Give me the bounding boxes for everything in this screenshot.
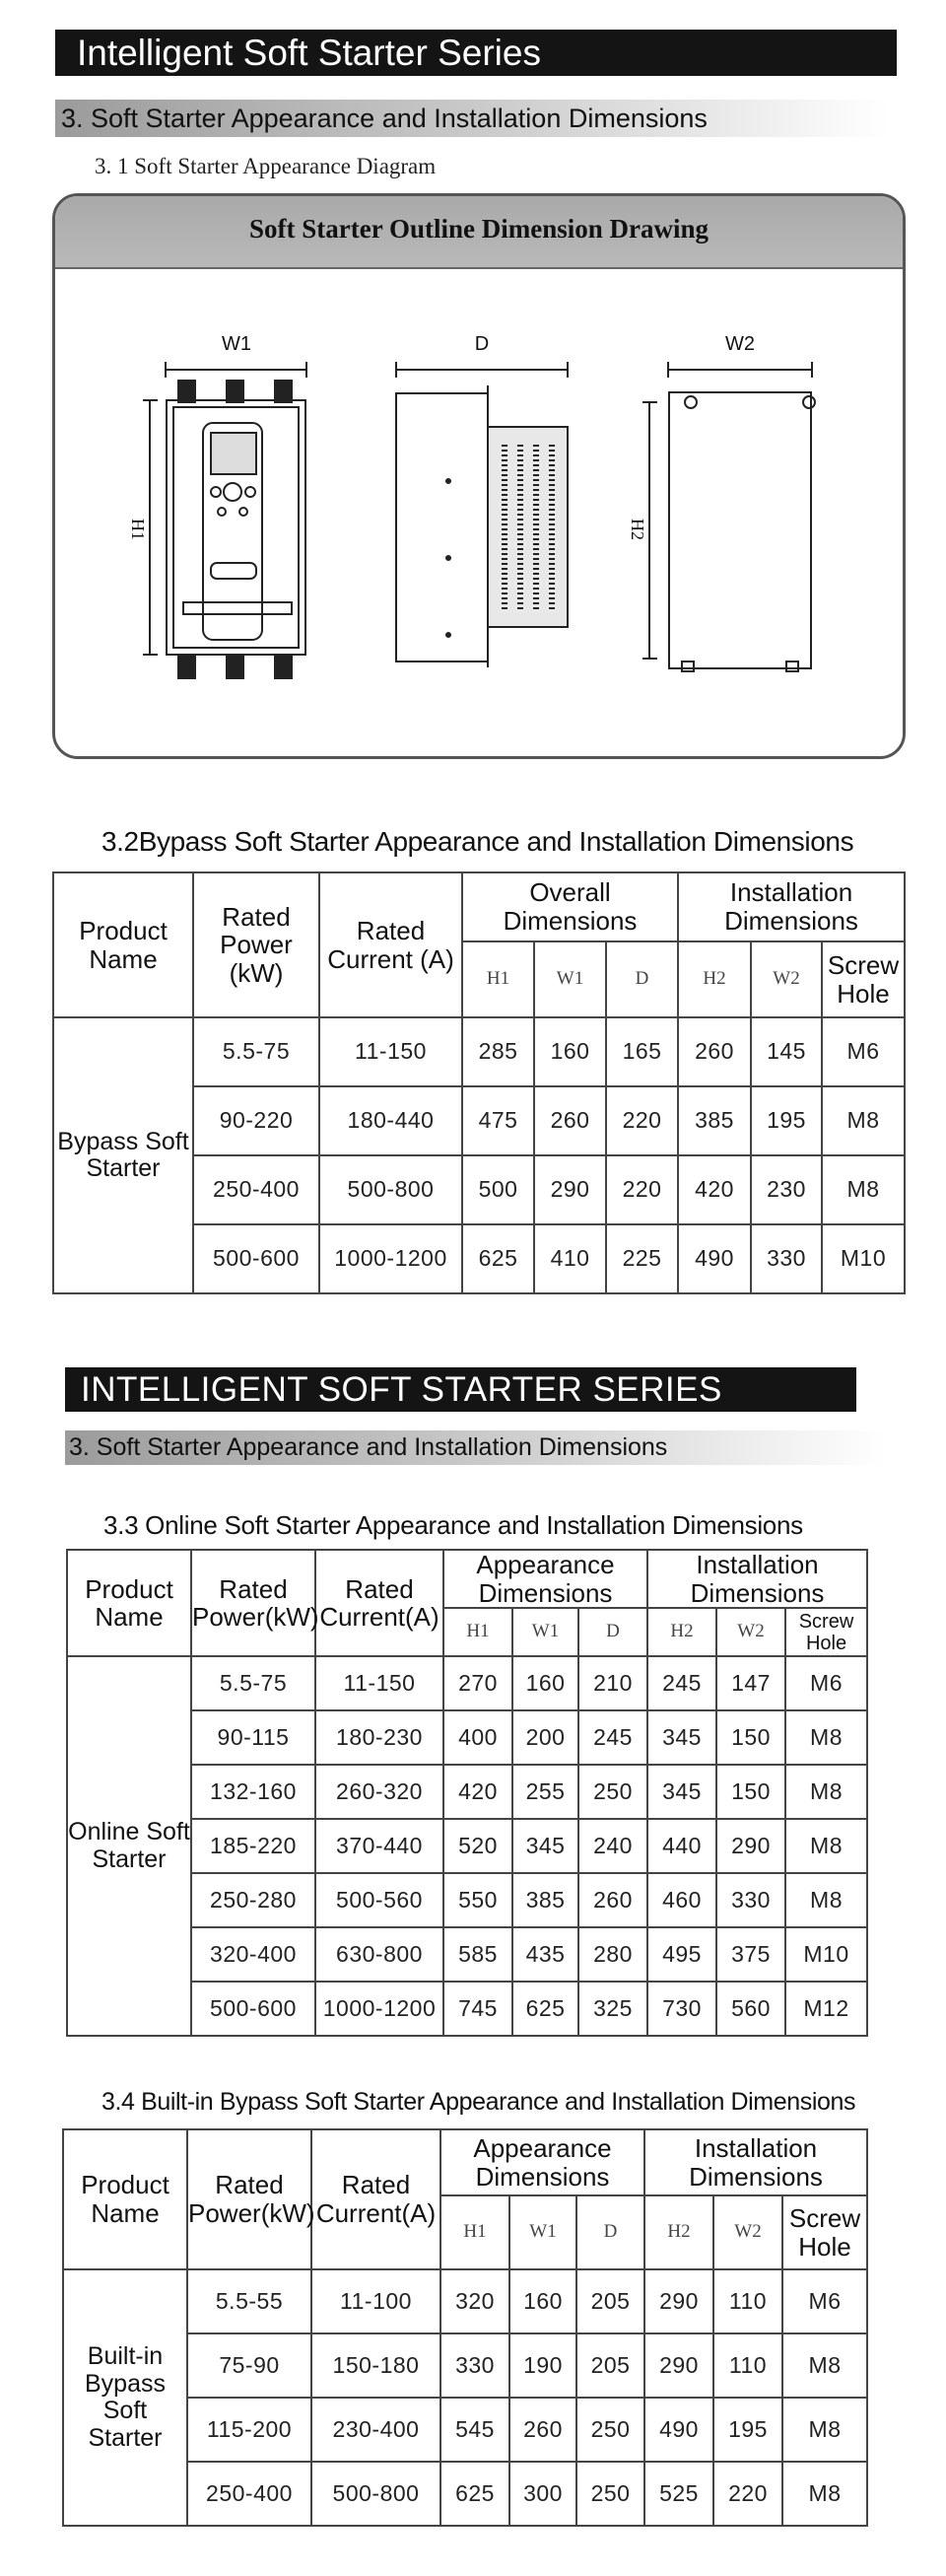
group-appearance-dimensions: Appearance Dimensions bbox=[443, 1550, 647, 1608]
col-rated-current: Rated Current (A) bbox=[319, 872, 462, 1017]
table-cell: 250 bbox=[576, 2398, 644, 2462]
col-rated-power: Rated Power(kW) bbox=[191, 1550, 315, 1656]
table-cell: 225 bbox=[606, 1224, 678, 1293]
online-dimension-table bbox=[66, 1549, 868, 2037]
table-cell: 11-150 bbox=[315, 1656, 443, 1710]
table-cell: M8 bbox=[785, 1710, 867, 1765]
col-screw-hole: Screw Hole bbox=[785, 1608, 867, 1656]
table-cell: M10 bbox=[822, 1224, 905, 1293]
table-cell: 500-600 bbox=[191, 1982, 315, 2036]
table-cell: 490 bbox=[644, 2398, 713, 2462]
bypass-table-title: 3.2Bypass Soft Starter Appearance and Installation Dimensions bbox=[101, 826, 854, 857]
table-cell: M8 bbox=[785, 1765, 867, 1819]
table-cell: 330 bbox=[716, 1873, 785, 1927]
series-banner bbox=[55, 30, 897, 76]
table-cell: 280 bbox=[578, 1927, 647, 1982]
table-cell: 320 bbox=[440, 2269, 509, 2333]
table-cell: 495 bbox=[647, 1927, 716, 1982]
table-cell: 385 bbox=[678, 1086, 751, 1155]
table-cell: 500-560 bbox=[315, 1873, 443, 1927]
table-cell: 290 bbox=[716, 1819, 785, 1873]
outline-diagram bbox=[52, 193, 906, 759]
table-cell: M8 bbox=[782, 2398, 867, 2462]
table-cell: 460 bbox=[647, 1873, 716, 1927]
back-view bbox=[642, 362, 815, 671]
table-cell: 345 bbox=[647, 1765, 716, 1819]
table-cell: 520 bbox=[443, 1819, 512, 1873]
table-cell: 290 bbox=[644, 2269, 713, 2333]
table-cell: 200 bbox=[512, 1710, 578, 1765]
table-cell: 250-400 bbox=[187, 2462, 311, 2526]
table-cell: 260 bbox=[534, 1086, 606, 1155]
table-cell: 150-180 bbox=[311, 2333, 440, 2398]
col-h2: H2 bbox=[647, 1608, 716, 1656]
table-cell: 220 bbox=[713, 2462, 782, 2526]
side-view bbox=[396, 362, 568, 667]
section-sub-banner bbox=[55, 100, 889, 137]
series-banner-2 bbox=[65, 1367, 856, 1412]
col-w2: W2 bbox=[751, 941, 822, 1017]
table-cell: 545 bbox=[440, 2398, 509, 2462]
table-cell: 625 bbox=[512, 1982, 578, 2036]
table-cell: 285 bbox=[462, 1017, 534, 1086]
col-h1: H1 bbox=[462, 941, 534, 1017]
table-cell: 730 bbox=[647, 1982, 716, 2036]
table-row bbox=[53, 1017, 905, 1086]
table-cell: 255 bbox=[512, 1765, 578, 1819]
table-cell: 560 bbox=[716, 1982, 785, 2036]
table-cell: 11-100 bbox=[311, 2269, 440, 2333]
table-cell: 90-115 bbox=[191, 1710, 315, 1765]
col-rated-current: Rated Current(A) bbox=[315, 1550, 443, 1656]
builtin-table-title: 3.4 Built-in Bypass Soft Starter Appearance and Installation Dimensions bbox=[101, 2088, 856, 2116]
table-cell: 250 bbox=[576, 2462, 644, 2526]
table-cell: 185-220 bbox=[191, 1819, 315, 1873]
table-cell: 220 bbox=[606, 1086, 678, 1155]
table-cell: 290 bbox=[534, 1155, 606, 1224]
table-cell: 220 bbox=[606, 1155, 678, 1224]
col-d: D bbox=[578, 1608, 647, 1656]
section-sub-banner-2 bbox=[65, 1430, 885, 1465]
table-cell: 180-440 bbox=[319, 1086, 462, 1155]
col-product-name: Product Name bbox=[63, 2129, 187, 2269]
table-cell: 180-230 bbox=[315, 1710, 443, 1765]
table-cell: 230 bbox=[751, 1155, 822, 1224]
table-cell: 250-280 bbox=[191, 1873, 315, 1927]
table-cell: 330 bbox=[751, 1224, 822, 1293]
diagram-title: Soft Starter Outline Dimension Drawing bbox=[249, 214, 709, 244]
series-banner-title: Intelligent Soft Starter Series bbox=[77, 33, 541, 73]
table-cell: 345 bbox=[647, 1710, 716, 1765]
table-cell: 1000-1200 bbox=[315, 1982, 443, 2036]
group-installation-dimensions: Installation Dimensions bbox=[647, 1550, 867, 1608]
table-cell: 5.5-55 bbox=[187, 2269, 311, 2333]
table-cell: M8 bbox=[822, 1086, 905, 1155]
col-w2: W2 bbox=[713, 2195, 782, 2269]
h2-label: H2 bbox=[628, 519, 647, 540]
table-cell: 5.5-75 bbox=[191, 1656, 315, 1710]
table-cell: 150 bbox=[716, 1710, 785, 1765]
section-sub-banner-text: 3. Soft Starter Appearance and Installation Dimensions bbox=[61, 104, 708, 133]
table-cell: 630-800 bbox=[315, 1927, 443, 1982]
table-cell: M8 bbox=[822, 1155, 905, 1224]
table-cell: 195 bbox=[713, 2398, 782, 2462]
col-h2: H2 bbox=[678, 941, 751, 1017]
table-cell: 245 bbox=[647, 1656, 716, 1710]
product-name-cell: Built-in Bypass Soft Starter bbox=[63, 2269, 187, 2526]
table-cell: 550 bbox=[443, 1873, 512, 1927]
product-name-cell: Online Soft Starter bbox=[67, 1656, 191, 2036]
table-cell: 320-400 bbox=[191, 1927, 315, 1982]
series-banner-2-title: INTELLIGENT SOFT STARTER SERIES bbox=[81, 1370, 722, 1409]
table-cell: 290 bbox=[644, 2333, 713, 2398]
table-cell: 410 bbox=[534, 1224, 606, 1293]
table-cell: 420 bbox=[443, 1765, 512, 1819]
col-w1: W1 bbox=[534, 941, 606, 1017]
table-cell: 330 bbox=[440, 2333, 509, 2398]
col-product-name: Product Name bbox=[67, 1550, 191, 1656]
table-cell: 145 bbox=[751, 1017, 822, 1086]
table-cell: 300 bbox=[509, 2462, 576, 2526]
w2-label: W2 bbox=[725, 333, 755, 355]
col-rated-current: Rated Current(A) bbox=[311, 2129, 440, 2269]
col-d: D bbox=[606, 941, 678, 1017]
table-cell: 250 bbox=[578, 1765, 647, 1819]
table-cell: 190 bbox=[509, 2333, 576, 2398]
online-table-title: 3.3 Online Soft Starter Appearance and Installation Dimensions bbox=[103, 1510, 803, 1540]
group-overall-dimensions: Overall Dimensions bbox=[462, 872, 678, 941]
product-name-cell: Bypass Soft Starter bbox=[53, 1017, 193, 1293]
table-cell: 260 bbox=[578, 1873, 647, 1927]
bypass-dimension-table bbox=[52, 871, 906, 1294]
table-cell: M8 bbox=[785, 1873, 867, 1927]
col-w1: W1 bbox=[512, 1608, 578, 1656]
table-cell: 525 bbox=[644, 2462, 713, 2526]
group-installation-dimensions: Installation Dimensions bbox=[678, 872, 905, 941]
col-w2: W2 bbox=[716, 1608, 785, 1656]
table-cell: 625 bbox=[440, 2462, 509, 2526]
table-cell: 385 bbox=[512, 1873, 578, 1927]
table-cell: 147 bbox=[716, 1656, 785, 1710]
table-cell: M6 bbox=[785, 1656, 867, 1710]
table-row bbox=[63, 2269, 867, 2333]
table-cell: 435 bbox=[512, 1927, 578, 1982]
table-cell: 325 bbox=[578, 1982, 647, 2036]
table-cell: 1000-1200 bbox=[319, 1224, 462, 1293]
table-cell: M6 bbox=[822, 1017, 905, 1086]
table-cell: 5.5-75 bbox=[193, 1017, 319, 1086]
table-cell: M10 bbox=[785, 1927, 867, 1982]
table-cell: 210 bbox=[578, 1656, 647, 1710]
table-cell: 270 bbox=[443, 1656, 512, 1710]
table-cell: 260 bbox=[678, 1017, 751, 1086]
h1-label: H1 bbox=[128, 519, 148, 540]
col-screw-hole: Screw Hole bbox=[782, 2195, 867, 2269]
table-cell: M12 bbox=[785, 1982, 867, 2036]
group-installation-dimensions: Installation Dimensions bbox=[644, 2129, 867, 2195]
table-cell: 110 bbox=[713, 2269, 782, 2333]
table-cell: 625 bbox=[462, 1224, 534, 1293]
table-cell: 115-200 bbox=[187, 2398, 311, 2462]
table-cell: 420 bbox=[678, 1155, 751, 1224]
table-cell: 110 bbox=[713, 2333, 782, 2398]
table-cell: 500 bbox=[462, 1155, 534, 1224]
table-cell: 490 bbox=[678, 1224, 751, 1293]
table-cell: M8 bbox=[785, 1819, 867, 1873]
table-cell: 90-220 bbox=[193, 1086, 319, 1155]
table-cell: 160 bbox=[534, 1017, 606, 1086]
table-cell: M6 bbox=[782, 2269, 867, 2333]
outline-drawing bbox=[55, 267, 903, 754]
group-appearance-dimensions: Appearance Dimensions bbox=[440, 2129, 644, 2195]
front-view bbox=[143, 362, 306, 678]
col-h2: H2 bbox=[644, 2195, 713, 2269]
table-cell: 500-600 bbox=[193, 1224, 319, 1293]
table-cell: 370-440 bbox=[315, 1819, 443, 1873]
table-cell: 500-800 bbox=[311, 2462, 440, 2526]
col-h1: H1 bbox=[440, 2195, 509, 2269]
builtin-dimension-table bbox=[62, 2128, 868, 2527]
table-cell: 500-800 bbox=[319, 1155, 462, 1224]
table-cell: 165 bbox=[606, 1017, 678, 1086]
table-cell: 400 bbox=[443, 1710, 512, 1765]
table-cell: 245 bbox=[578, 1710, 647, 1765]
table-cell: M8 bbox=[782, 2333, 867, 2398]
col-w1: W1 bbox=[509, 2195, 576, 2269]
table-cell: 150 bbox=[716, 1765, 785, 1819]
table-cell: 205 bbox=[576, 2269, 644, 2333]
table-cell: 375 bbox=[716, 1927, 785, 1982]
subsection-heading: 3. 1 Soft Starter Appearance Diagram bbox=[95, 154, 437, 178]
col-h1: H1 bbox=[443, 1608, 512, 1656]
w1-label: W1 bbox=[222, 333, 251, 355]
d-label: D bbox=[474, 333, 490, 355]
table-cell: 260-320 bbox=[315, 1765, 443, 1819]
table-cell: 11-150 bbox=[319, 1017, 462, 1086]
table-cell: 585 bbox=[443, 1927, 512, 1982]
table-cell: 132-160 bbox=[191, 1765, 315, 1819]
table-cell: 160 bbox=[509, 2269, 576, 2333]
table-cell: M8 bbox=[782, 2462, 867, 2526]
table-row bbox=[67, 1656, 867, 1710]
col-product-name: Product Name bbox=[53, 872, 193, 1017]
table-cell: 230-400 bbox=[311, 2398, 440, 2462]
table-cell: 240 bbox=[578, 1819, 647, 1873]
table-cell: 250-400 bbox=[193, 1155, 319, 1224]
table-cell: 195 bbox=[751, 1086, 822, 1155]
table-cell: 345 bbox=[512, 1819, 578, 1873]
table-cell: 205 bbox=[576, 2333, 644, 2398]
col-rated-power: Rated Power(kW) bbox=[187, 2129, 311, 2269]
table-cell: 75-90 bbox=[187, 2333, 311, 2398]
table-cell: 260 bbox=[509, 2398, 576, 2462]
table-cell: 440 bbox=[647, 1819, 716, 1873]
col-screw-hole: Screw Hole bbox=[822, 941, 905, 1017]
table-cell: 160 bbox=[512, 1656, 578, 1710]
table-cell: 475 bbox=[462, 1086, 534, 1155]
section-sub-banner-2-text: 3. Soft Starter Appearance and Installation Dimensions bbox=[69, 1433, 668, 1461]
col-d: D bbox=[576, 2195, 644, 2269]
diagram-header bbox=[55, 196, 903, 269]
col-rated-power: Rated Power (kW) bbox=[193, 872, 319, 1017]
table-cell: 745 bbox=[443, 1982, 512, 2036]
